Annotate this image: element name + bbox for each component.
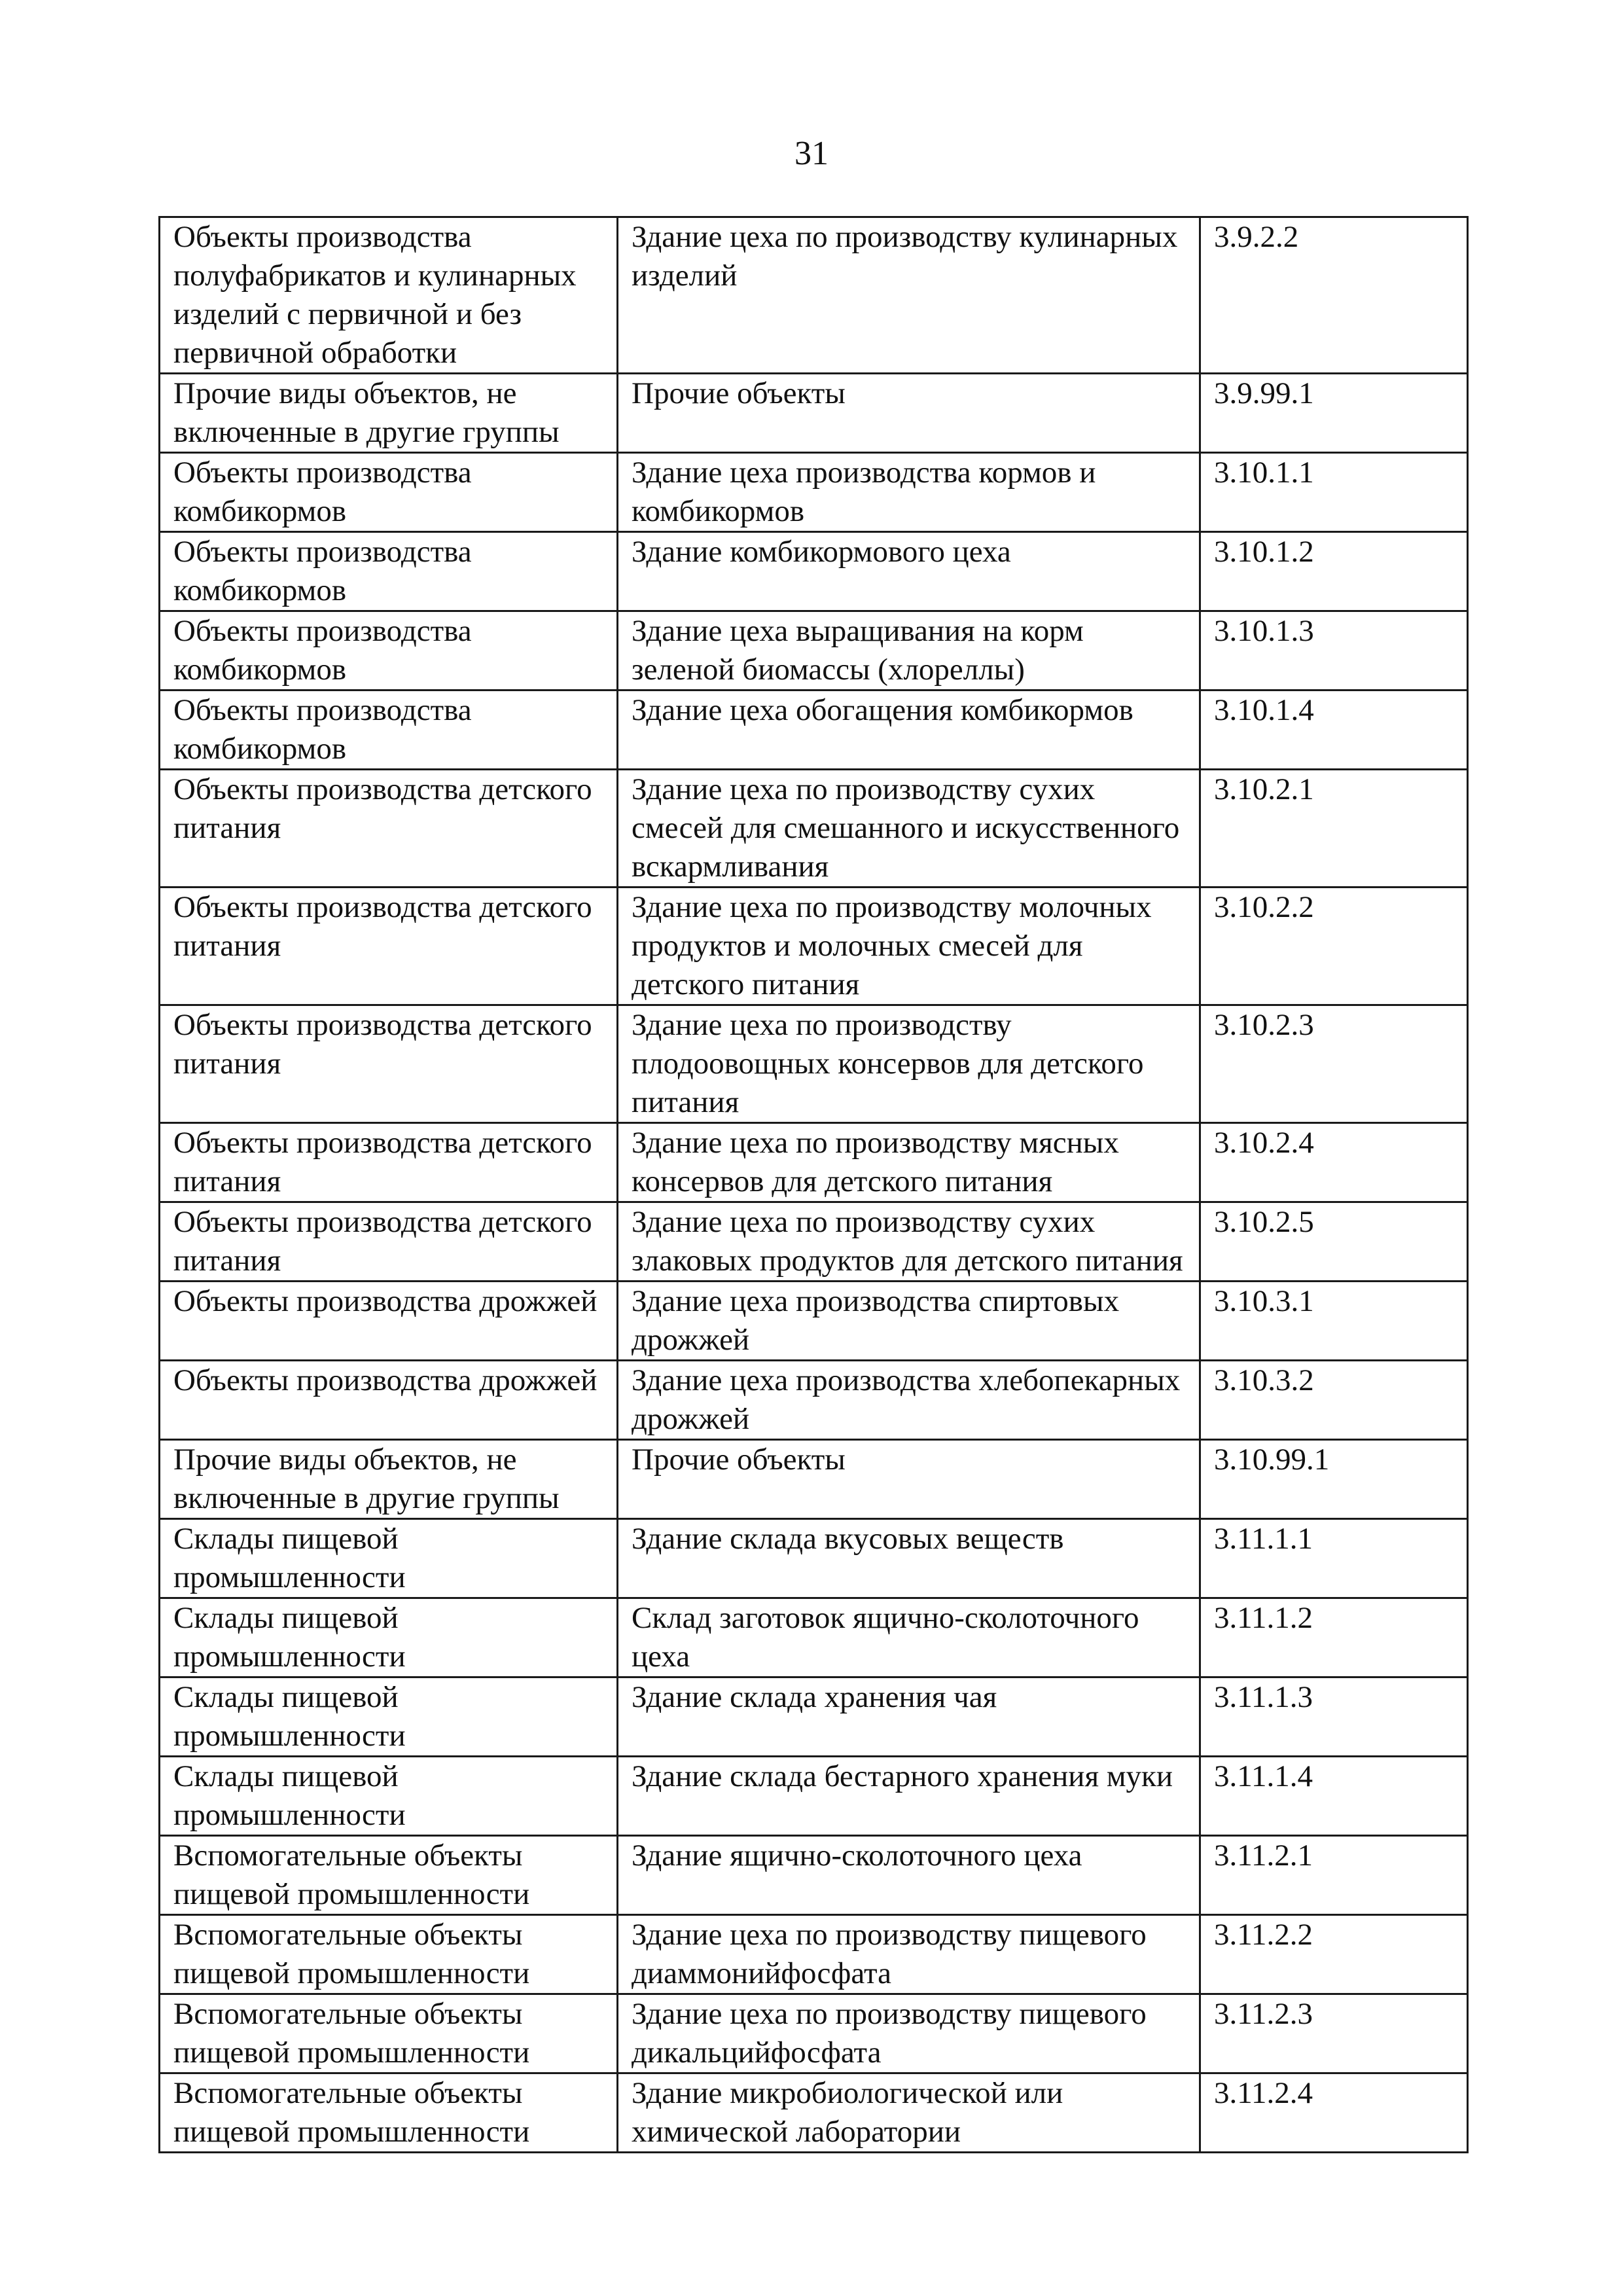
code-cell: 3.9.2.2 <box>1200 217 1468 374</box>
object-cell: Здание склада вкусовых веществ <box>618 1519 1200 1598</box>
table-row <box>160 1519 1468 1598</box>
object-cell: Здание цеха производства спиртовых дрожжей <box>618 1282 1200 1361</box>
group-cell: Объекты производства комбикормов <box>160 691 618 770</box>
group-cell: Объекты производства детского питания <box>160 770 618 888</box>
object-cell: Здание цеха по производству пищевого дикальцийфосфата <box>618 1994 1200 2073</box>
group-cell: Прочие виды объектов, не включенные в другие группы <box>160 374 618 453</box>
table-row <box>160 217 1468 374</box>
object-cell: Здание цеха по производству мясных консервов для детского питания <box>618 1123 1200 1202</box>
code-cell: 3.11.1.4 <box>1200 1757 1468 1836</box>
object-cell: Здание цеха по производству пищевого диаммонийфосфата <box>618 1915 1200 1994</box>
table-row <box>160 374 1468 453</box>
group-cell: Вспомогательные объекты пищевой промышленности <box>160 2073 618 2153</box>
group-cell: Вспомогательные объекты пищевой промышленности <box>160 1915 618 1994</box>
code-cell: 3.9.99.1 <box>1200 374 1468 453</box>
code-cell: 3.11.2.4 <box>1200 2073 1468 2153</box>
code-cell: 3.11.2.2 <box>1200 1915 1468 1994</box>
object-cell: Здание цеха по производству сухих смесей для смешанного и искусственного вскармливания <box>618 770 1200 888</box>
code-cell: 3.10.3.2 <box>1200 1361 1468 1440</box>
group-cell: Склады пищевой промышленности <box>160 1519 618 1598</box>
code-cell: 3.10.3.1 <box>1200 1282 1468 1361</box>
code-cell: 3.10.1.1 <box>1200 453 1468 532</box>
group-cell: Объекты производства дрожжей <box>160 1282 618 1361</box>
table-row <box>160 1282 1468 1361</box>
object-cell: Здание цеха производства хлебопекарных дрожжей <box>618 1361 1200 1440</box>
code-cell: 3.11.1.3 <box>1200 1677 1468 1757</box>
code-cell: 3.10.1.3 <box>1200 611 1468 691</box>
table-row <box>160 2073 1468 2153</box>
table-row <box>160 1440 1468 1519</box>
table-row <box>160 1757 1468 1836</box>
group-cell: Объекты производства комбикормов <box>160 611 618 691</box>
table-row <box>160 611 1468 691</box>
group-cell: Вспомогательные объекты пищевой промышленности <box>160 1994 618 2073</box>
table-row <box>160 888 1468 1005</box>
object-cell: Здание микробиологической или химической лаборатории <box>618 2073 1200 2153</box>
object-cell: Прочие объекты <box>618 1440 1200 1519</box>
table-row <box>160 1361 1468 1440</box>
group-cell: Объекты производства детского питания <box>160 1202 618 1282</box>
table-row <box>160 691 1468 770</box>
group-cell: Объекты производства дрожжей <box>160 1361 618 1440</box>
object-cell: Здание цеха выращивания на корм зеленой биомассы (хлореллы) <box>618 611 1200 691</box>
object-cell: Здание цеха по производству молочных продуктов и молочных смесей для детского питания <box>618 888 1200 1005</box>
page-number: 31 <box>794 135 829 172</box>
group-cell: Склады пищевой промышленности <box>160 1598 618 1677</box>
code-cell: 3.10.1.2 <box>1200 532 1468 611</box>
code-cell: 3.11.1.2 <box>1200 1598 1468 1677</box>
object-cell: Здание цеха по производству кулинарных изделий <box>618 217 1200 374</box>
table-row <box>160 453 1468 532</box>
group-cell: Склады пищевой промышленности <box>160 1757 618 1836</box>
classification-table <box>158 216 1469 2153</box>
group-cell: Объекты производства комбикормов <box>160 453 618 532</box>
object-cell: Склад заготовок ящично-сколоточного цеха <box>618 1598 1200 1677</box>
object-cell: Здание склада хранения чая <box>618 1677 1200 1757</box>
group-cell: Вспомогательные объекты пищевой промышленности <box>160 1836 618 1915</box>
object-cell: Здание склада бестарного хранения муки <box>618 1757 1200 1836</box>
group-cell: Склады пищевой промышленности <box>160 1677 618 1757</box>
object-cell: Здание комбикормового цеха <box>618 532 1200 611</box>
table-row <box>160 532 1468 611</box>
code-cell: 3.10.2.4 <box>1200 1123 1468 1202</box>
code-cell: 3.10.2.3 <box>1200 1005 1468 1123</box>
object-cell: Здание ящично-сколоточного цеха <box>618 1836 1200 1915</box>
object-cell: Прочие объекты <box>618 374 1200 453</box>
table-row <box>160 770 1468 888</box>
code-cell: 3.11.2.1 <box>1200 1836 1468 1915</box>
table-row <box>160 1677 1468 1757</box>
table-row <box>160 1598 1468 1677</box>
table-row <box>160 1005 1468 1123</box>
code-cell: 3.10.99.1 <box>1200 1440 1468 1519</box>
group-cell: Прочие виды объектов, не включенные в другие группы <box>160 1440 618 1519</box>
code-cell: 3.10.1.4 <box>1200 691 1468 770</box>
table-row <box>160 1915 1468 1994</box>
object-cell: Здание цеха по производству плодоовощных консервов для детского питания <box>618 1005 1200 1123</box>
table-row <box>160 1994 1468 2073</box>
code-cell: 3.11.1.1 <box>1200 1519 1468 1598</box>
group-cell: Объекты производства детского питания <box>160 1123 618 1202</box>
group-cell: Объекты производства детского питания <box>160 1005 618 1123</box>
code-cell: 3.10.2.5 <box>1200 1202 1468 1282</box>
object-cell: Здание цеха обогащения комбикормов <box>618 691 1200 770</box>
table-row <box>160 1123 1468 1202</box>
group-cell: Объекты производства полуфабрикатов и кулинарных изделий с первичной и без первичной обработки <box>160 217 618 374</box>
object-cell: Здание цеха производства кормов и комбикормов <box>618 453 1200 532</box>
group-cell: Объекты производства детского питания <box>160 888 618 1005</box>
code-cell: 3.11.2.3 <box>1200 1994 1468 2073</box>
object-cell: Здание цеха по производству сухих злаковых продуктов для детского питания <box>618 1202 1200 1282</box>
code-cell: 3.10.2.1 <box>1200 770 1468 888</box>
table-row <box>160 1202 1468 1282</box>
code-cell: 3.10.2.2 <box>1200 888 1468 1005</box>
group-cell: Объекты производства комбикормов <box>160 532 618 611</box>
table-row <box>160 1836 1468 1915</box>
